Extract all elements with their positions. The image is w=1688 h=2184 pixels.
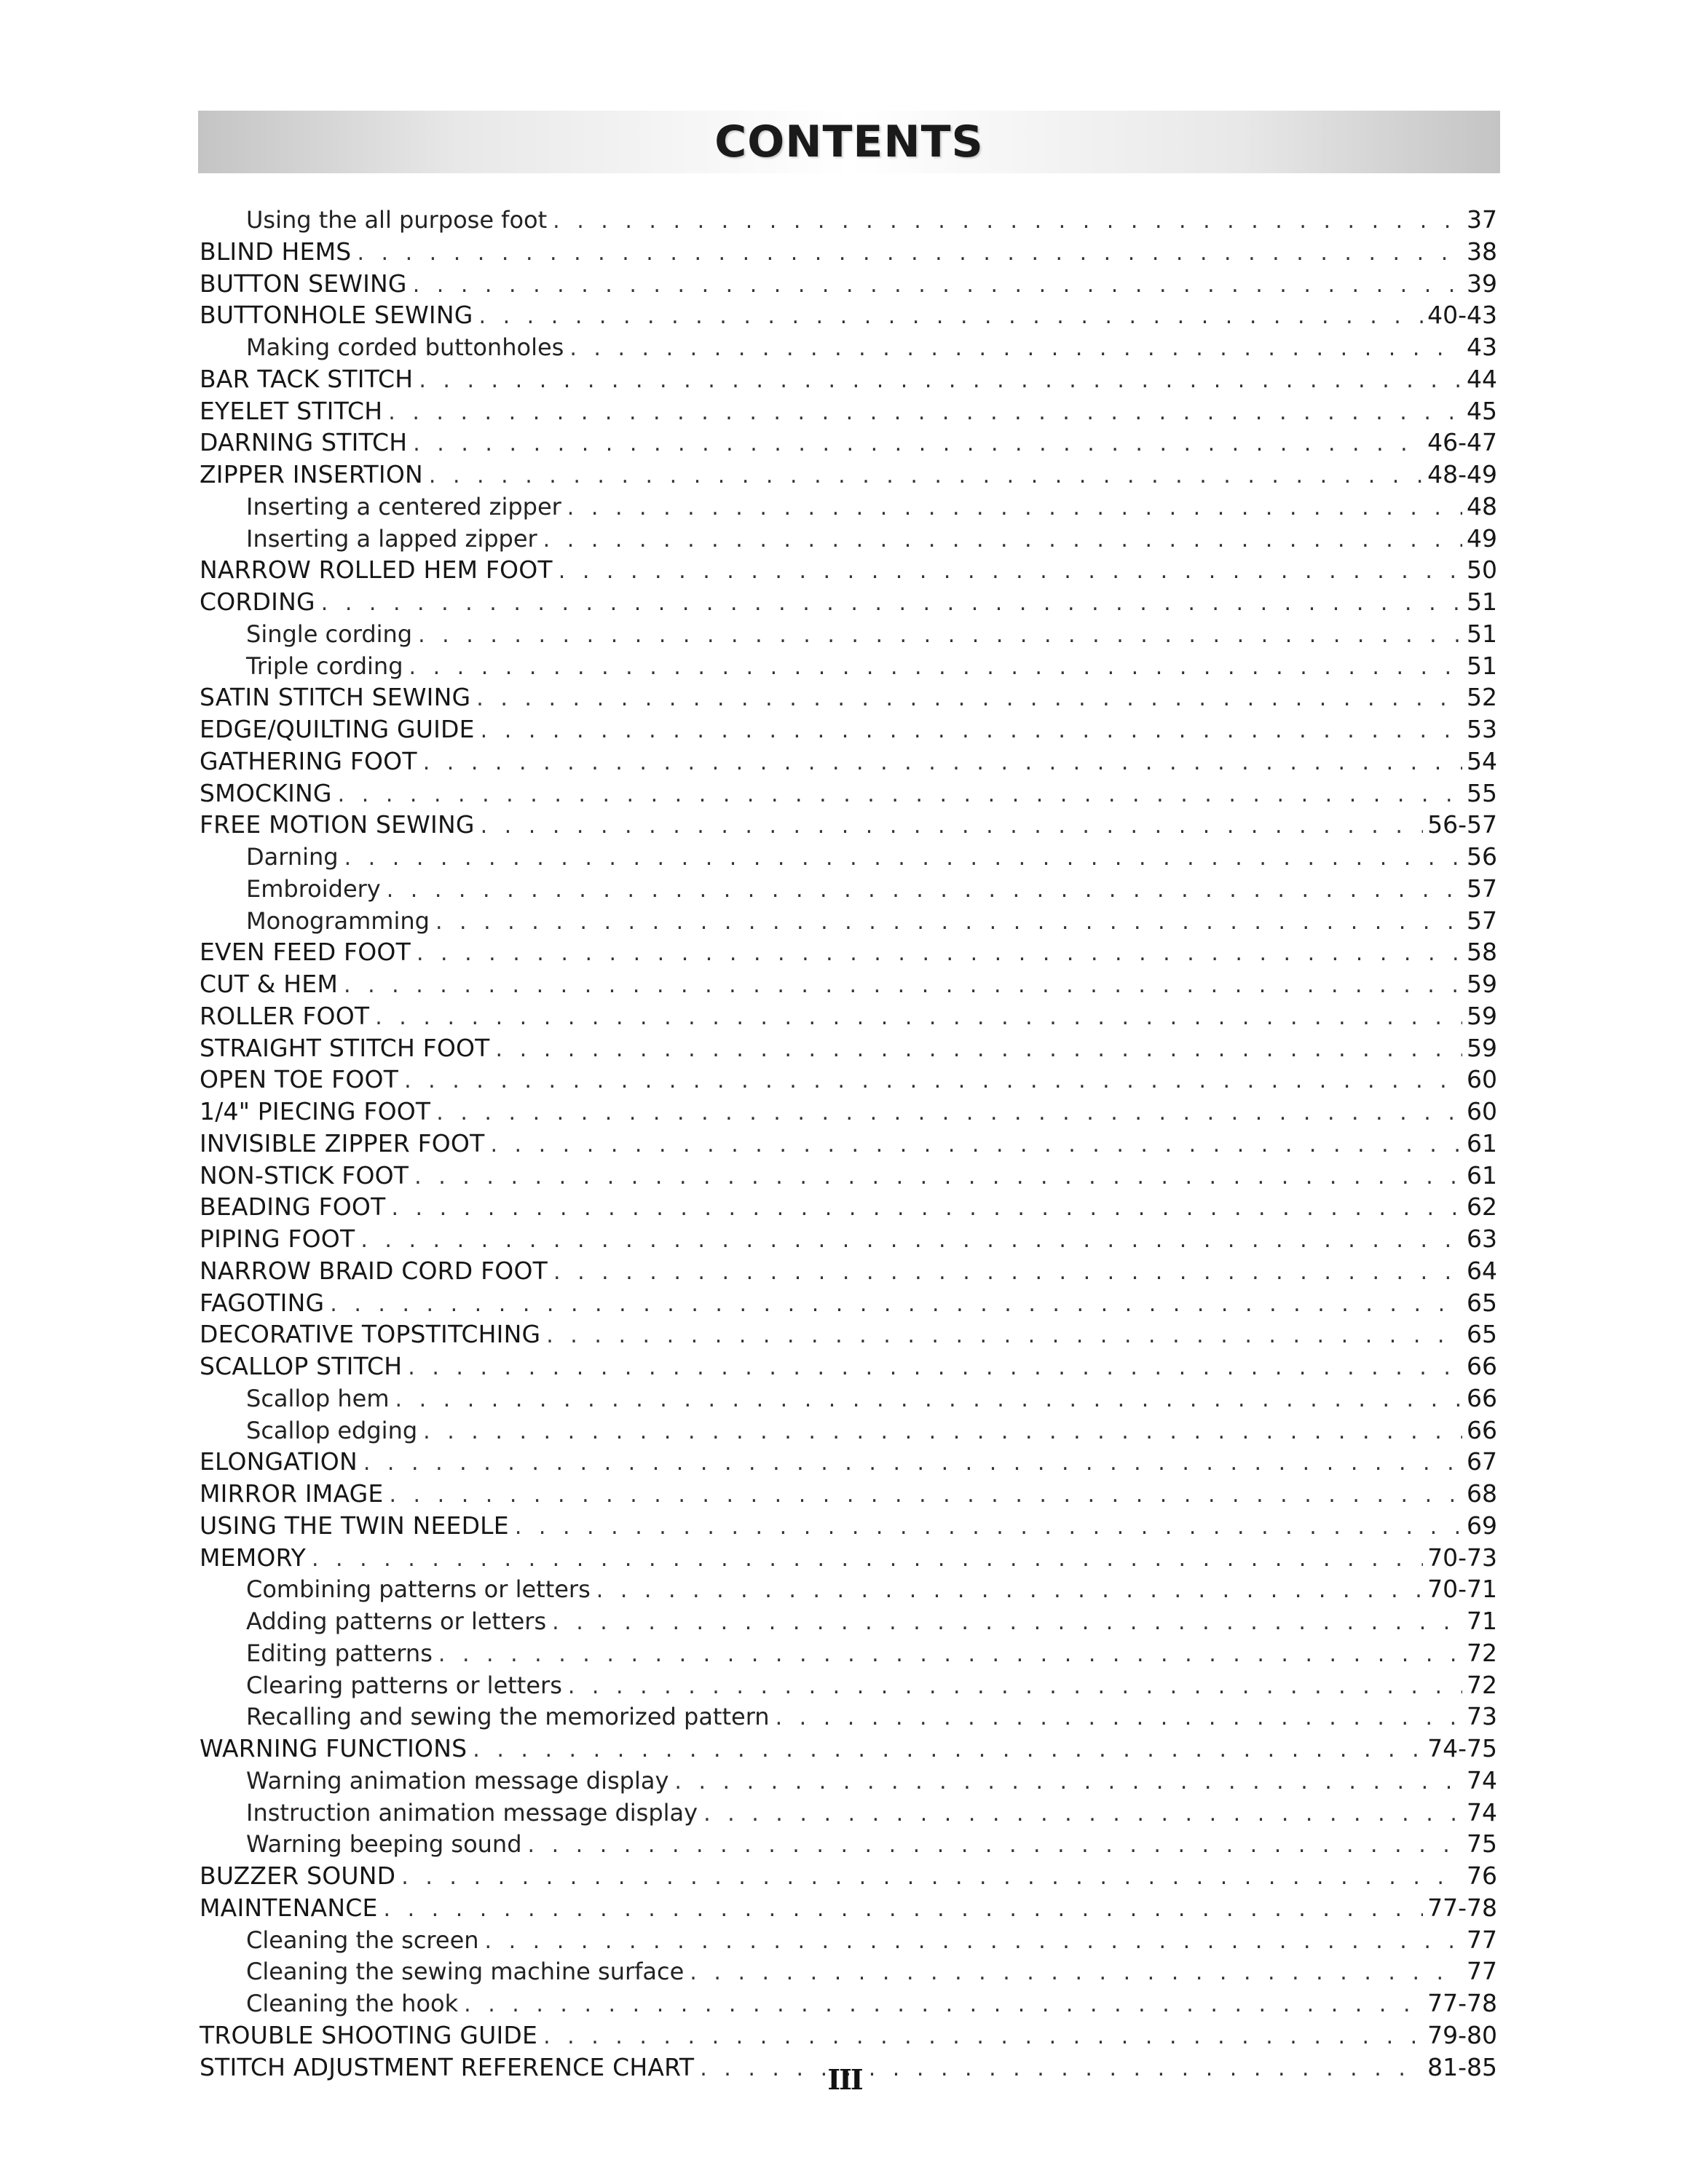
toc-entry-label: SCALLOP STITCH: [200, 1352, 403, 1380]
toc-entry-label: CORDING: [200, 587, 315, 616]
toc-entry-page: 63: [1467, 1224, 1497, 1253]
toc-entry-label: Editing patterns: [246, 1639, 433, 1667]
toc-subentry: [200, 1702, 1497, 1734]
dot-leader: [344, 845, 1462, 871]
dot-leader: [690, 1960, 1462, 1985]
toc-entry-page: 40-43: [1427, 301, 1497, 330]
toc-entry-label: Cleaning the sewing machine surface: [246, 1958, 685, 1986]
dot-leader: [414, 1164, 1462, 1190]
toc-subentry: [200, 1926, 1497, 1958]
toc-entry: [200, 1192, 1497, 1224]
toc-entry-label: BUTTON SEWING: [200, 269, 407, 298]
dot-leader: [388, 400, 1462, 425]
toc-entry: [200, 938, 1497, 970]
toc-entry: [200, 683, 1497, 715]
dot-leader: [490, 1132, 1462, 1158]
dot-leader: [321, 590, 1462, 616]
toc-entry-label: USING THE TWIN NEEDLE: [200, 1511, 509, 1540]
toc-entry: [200, 2021, 1497, 2053]
toc-entry-page: 60: [1467, 1065, 1497, 1094]
toc-subentry: [200, 906, 1497, 938]
toc-entry-label: NARROW ROLLED HEM FOOT: [200, 555, 553, 585]
toc-entry-label: ROLLER FOOT: [200, 1001, 370, 1030]
toc-entry: [200, 1320, 1497, 1352]
toc-entry: [200, 555, 1497, 587]
dot-leader: [481, 813, 1424, 839]
dot-leader: [360, 1227, 1462, 1253]
dot-leader: [674, 1769, 1462, 1795]
toc-entry-label: Scallop edging: [246, 1416, 418, 1444]
toc-entry-page: 64: [1467, 1256, 1497, 1285]
toc-subentry: [200, 842, 1497, 874]
toc-entry-label: Scallop hem: [246, 1384, 390, 1412]
toc-entry-page: 44: [1467, 364, 1497, 393]
toc-entry-page: 76: [1467, 1861, 1497, 1890]
toc-entry-label: Combining patterns or letters: [246, 1575, 591, 1604]
toc-entry-label: BLIND HEMS: [200, 237, 352, 266]
toc-entry-page: 70-73: [1427, 1543, 1497, 1572]
toc-entry: [200, 1034, 1497, 1066]
toc-entry-page: 59: [1467, 1033, 1497, 1062]
toc-entry-page: 51: [1467, 651, 1497, 680]
dot-leader: [515, 1514, 1462, 1540]
dot-leader: [485, 1928, 1462, 1954]
toc-subentry: [200, 1416, 1497, 1448]
toc-entry-label: SMOCKING: [200, 778, 332, 807]
toc-entry-page: 70-71: [1427, 1575, 1497, 1604]
dot-leader: [357, 240, 1462, 266]
toc-entry-page: 68: [1467, 1479, 1497, 1508]
toc-entry-page: 45: [1467, 396, 1497, 425]
toc-entry-page: 71: [1467, 1607, 1497, 1635]
toc-entry: [200, 1511, 1497, 1543]
dot-leader: [409, 654, 1462, 680]
toc-entry-label: DARNING STITCH: [200, 428, 408, 457]
toc-subentry: [200, 1671, 1497, 1703]
dot-leader: [473, 1737, 1423, 1762]
toc-entry-page: 75: [1467, 1829, 1497, 1859]
toc-entry-page: 51: [1467, 587, 1497, 616]
toc-entry-label: MEMORY: [200, 1543, 306, 1572]
toc-entry-page: 74: [1467, 1765, 1497, 1795]
toc-entry-page: 77-78: [1427, 1893, 1497, 1922]
toc-entry-page: 72: [1467, 1638, 1497, 1667]
toc-entry: [200, 810, 1497, 842]
dot-leader: [553, 208, 1462, 234]
toc-entry-page: 58: [1467, 938, 1497, 967]
toc-entry-label: MIRROR IMAGE: [200, 1479, 384, 1508]
toc-subentry: [200, 333, 1497, 365]
toc-entry-label: Inserting a centered zipper: [246, 492, 561, 521]
dot-leader: [436, 1100, 1462, 1125]
toc-entry-page: 56-57: [1427, 810, 1497, 839]
toc-entry: [200, 1289, 1497, 1321]
toc-entry: [200, 1447, 1497, 1479]
dot-leader: [703, 1801, 1462, 1827]
toc-subentry: [200, 1607, 1497, 1639]
dot-leader: [413, 272, 1462, 298]
toc-entry-label: BEADING FOOT: [200, 1192, 386, 1222]
toc-entry-label: DECORATIVE TOPSTITCHING: [200, 1320, 541, 1349]
dot-leader: [546, 1323, 1462, 1348]
dot-leader: [404, 1068, 1462, 1093]
toc-entry: [200, 747, 1497, 779]
page-number: III: [827, 2063, 862, 2096]
toc-entry-page: 73: [1467, 1702, 1497, 1731]
dot-leader: [559, 558, 1462, 584]
toc-entry-label: Cleaning the screen: [246, 1926, 479, 1954]
toc-entry-page: 53: [1467, 715, 1497, 743]
toc-entry-label: TROUBLE SHOOTING GUIDE: [200, 2020, 538, 2049]
toc-entry: [200, 301, 1497, 333]
contents-title-bar: [198, 111, 1500, 173]
dot-leader: [417, 941, 1462, 966]
toc-entry-page: 61: [1467, 1128, 1497, 1158]
toc-entry: [200, 269, 1497, 301]
toc-entry: [200, 1224, 1497, 1257]
toc-entry-page: 66: [1467, 1383, 1497, 1412]
toc-entry: [200, 397, 1497, 429]
toc-entry-label: BUTTONHOLE SEWING: [200, 301, 473, 330]
toc-entry-label: WARNING FUNCTIONS: [200, 1734, 468, 1762]
dot-leader: [389, 1482, 1462, 1508]
toc-entry-page: 54: [1467, 746, 1497, 775]
toc-entry-label: Clearing patterns or letters: [246, 1671, 562, 1699]
toc-entry-label: Cleaning the hook: [246, 1990, 459, 2017]
toc-entry: [200, 237, 1497, 269]
toc-entry: [200, 1161, 1497, 1193]
toc-subentry: [200, 1639, 1497, 1671]
toc-entry-label: EVEN FEED FOOT: [200, 938, 411, 967]
toc-entry-page: 39: [1467, 269, 1497, 298]
dot-leader: [476, 686, 1462, 711]
dot-leader: [481, 718, 1462, 743]
dot-leader: [429, 463, 1423, 488]
toc-entry-label: Warning animation message display: [246, 1766, 669, 1795]
toc-entry-page: 48: [1467, 491, 1497, 521]
toc-subentry: [200, 1384, 1497, 1416]
dot-leader: [387, 877, 1462, 903]
dot-leader: [596, 1578, 1423, 1603]
toc-entry-label: STRAIGHT STITCH FOOT: [200, 1033, 490, 1062]
dot-leader: [418, 622, 1462, 648]
toc-entry: [200, 970, 1497, 1002]
toc-entry-page: 51: [1467, 619, 1497, 648]
toc-subentry: [200, 874, 1497, 906]
toc-subentry: [200, 620, 1497, 652]
toc-entry: [200, 1002, 1497, 1034]
toc-entry: [200, 1352, 1497, 1384]
toc-entry: [200, 1861, 1497, 1894]
toc-subentry: [200, 1798, 1497, 1830]
toc-entry-page: 66: [1467, 1415, 1497, 1444]
toc-entry-label: FAGOTING: [200, 1288, 325, 1317]
toc-entry-page: 49: [1467, 523, 1497, 553]
toc-entry: [200, 715, 1497, 747]
dot-leader: [438, 1642, 1462, 1667]
toc-entry-page: 57: [1467, 874, 1497, 903]
toc-entry-page: 43: [1467, 333, 1497, 361]
toc-entry: [200, 365, 1497, 397]
toc-entry-label: Instruction animation message display: [246, 1798, 698, 1827]
dot-leader: [375, 1005, 1462, 1030]
toc-entry-page: 69: [1467, 1511, 1497, 1540]
dot-leader: [401, 1864, 1462, 1890]
toc-entry-label: Adding patterns or letters: [246, 1607, 547, 1635]
toc-entry: [200, 1257, 1497, 1289]
toc-entry-label: NON-STICK FOOT: [200, 1160, 409, 1190]
toc-entry-label: CUT & HEM: [200, 970, 339, 998]
toc-entry-page: 46-47: [1427, 428, 1497, 457]
toc-entry-page: 56: [1467, 842, 1497, 871]
toc-entry-label: EDGE/QUILTING GUIDE: [200, 715, 475, 743]
dot-leader: [568, 1674, 1462, 1699]
toc-entry: [200, 428, 1497, 460]
dot-leader: [312, 1546, 1423, 1572]
toc-entry: [200, 460, 1497, 492]
toc-entry-page: 67: [1467, 1447, 1497, 1476]
toc-entry-page: 65: [1467, 1320, 1497, 1349]
toc-entry: [200, 587, 1497, 620]
dot-leader: [552, 1610, 1462, 1635]
toc-entry-page: 55: [1467, 778, 1497, 807]
toc-entry: [200, 1097, 1497, 1129]
toc-entry-page: 52: [1467, 683, 1497, 712]
toc-entry-page: 77-78: [1427, 1989, 1497, 2017]
dot-leader: [423, 750, 1462, 775]
page-title: CONTENTS: [714, 116, 984, 167]
toc-entry-label: OPEN TOE FOOT: [200, 1065, 399, 1094]
toc-entry-page: 50: [1467, 555, 1497, 585]
toc-entry-label: Monogramming: [246, 906, 430, 935]
dot-leader: [567, 495, 1462, 521]
dot-leader: [543, 527, 1462, 553]
dot-leader: [700, 2056, 1423, 2081]
toc-entry-label: Triple cording: [246, 652, 403, 680]
toc-subentry: [200, 205, 1497, 237]
dot-leader: [528, 1832, 1462, 1858]
dot-leader: [569, 336, 1462, 361]
toc-entry-page: 59: [1467, 970, 1497, 998]
dot-leader: [435, 909, 1462, 935]
toc-subentry: [200, 1989, 1497, 2021]
dot-leader: [776, 1705, 1462, 1730]
toc-entry-label: BUZZER SOUND: [200, 1861, 396, 1890]
toc-entry: [200, 779, 1497, 811]
dot-leader: [423, 1419, 1462, 1444]
toc-subentry: [200, 652, 1497, 684]
dot-leader: [408, 1355, 1462, 1380]
toc-subentry: [200, 1957, 1497, 1989]
toc-entry-page: 74: [1467, 1797, 1497, 1827]
toc-entry-page: 59: [1467, 1001, 1497, 1030]
toc-entry-page: 62: [1467, 1192, 1497, 1222]
toc-entry-label: ELONGATION: [200, 1447, 358, 1476]
toc-entry-page: 48-49: [1427, 460, 1497, 488]
dot-leader: [479, 304, 1424, 329]
toc-subentry: [200, 1575, 1497, 1607]
toc-entry-label: Inserting a lapped zipper: [246, 524, 537, 553]
toc-entry-page: 81-85: [1427, 2052, 1497, 2081]
toc-entry-label: ZIPPER INSERTION: [200, 460, 423, 488]
toc-entry: [200, 1734, 1497, 1766]
toc-entry-label: Darning: [246, 843, 339, 871]
toc-subentry: [200, 1829, 1497, 1861]
toc-entry-page: 38: [1467, 237, 1497, 266]
toc-entry-label: GATHERING FOOT: [200, 746, 417, 775]
toc-entry-page: 57: [1467, 906, 1497, 935]
toc-entry-page: 66: [1467, 1352, 1497, 1380]
dot-leader: [496, 1037, 1462, 1062]
toc-subentry: [200, 492, 1497, 524]
toc-entry-label: SATIN STITCH SEWING: [200, 683, 471, 712]
toc-entry-label: Using the all purpose foot: [246, 206, 548, 234]
toc-entry-label: Recalling and sewing the memorized pattern: [246, 1703, 770, 1731]
dot-leader: [391, 1195, 1462, 1221]
toc-entry: [200, 1129, 1497, 1161]
toc-entry-label: PIPING FOOT: [200, 1224, 355, 1253]
toc-entry: [200, 1065, 1497, 1097]
toc-entry-label: FREE MOTION SEWING: [200, 810, 475, 839]
toc-entry-label: EYELET STITCH: [200, 396, 383, 425]
toc-entry-label: 1/4" PIECING FOOT: [200, 1097, 431, 1125]
dot-leader: [344, 973, 1462, 998]
toc-entry-label: INVISIBLE ZIPPER FOOT: [200, 1128, 485, 1158]
toc-entry-label: Single cording: [246, 620, 413, 648]
table-of-contents: [200, 205, 1497, 2084]
toc-entry-label: Making corded buttonholes: [246, 333, 564, 361]
toc-entry-label: BAR TACK STITCH: [200, 364, 414, 393]
dot-leader: [330, 1291, 1462, 1317]
toc-entry-page: 37: [1467, 205, 1497, 234]
toc-entry-label: MAINTENANCE: [200, 1893, 378, 1922]
toc-entry-label: Warning beeping sound: [246, 1830, 522, 1859]
toc-entry-page: 77: [1467, 1957, 1497, 1986]
toc-entry: [200, 1543, 1497, 1575]
toc-entry-label: STITCH ADJUSTMENT REFERENCE CHART: [200, 2052, 695, 2081]
toc-subentry: [200, 524, 1497, 556]
dot-leader: [363, 1450, 1462, 1476]
toc-entry-page: 65: [1467, 1288, 1497, 1317]
toc-subentry: [200, 1766, 1497, 1798]
dot-leader: [395, 1387, 1463, 1412]
toc-entry-page: 72: [1467, 1670, 1497, 1699]
dot-leader: [543, 2024, 1423, 2049]
toc-entry: [200, 1479, 1497, 1511]
toc-entry-page: 77: [1467, 1925, 1497, 1954]
dot-leader: [419, 368, 1462, 393]
toc-entry-page: 74-75: [1427, 1734, 1497, 1762]
toc-entry: [200, 1894, 1497, 1926]
dot-leader: [413, 431, 1423, 456]
dot-leader: [338, 782, 1462, 807]
toc-entry-label: Embroidery: [246, 874, 381, 903]
toc-entry-page: 61: [1467, 1160, 1497, 1190]
dot-leader: [384, 1896, 1424, 1922]
toc-entry-page: 60: [1467, 1097, 1497, 1125]
dot-leader: [464, 1992, 1423, 2017]
dot-leader: [553, 1259, 1462, 1285]
toc-entry-label: NARROW BRAID CORD FOOT: [200, 1256, 548, 1285]
toc-entry-page: 79-80: [1427, 2020, 1497, 2049]
